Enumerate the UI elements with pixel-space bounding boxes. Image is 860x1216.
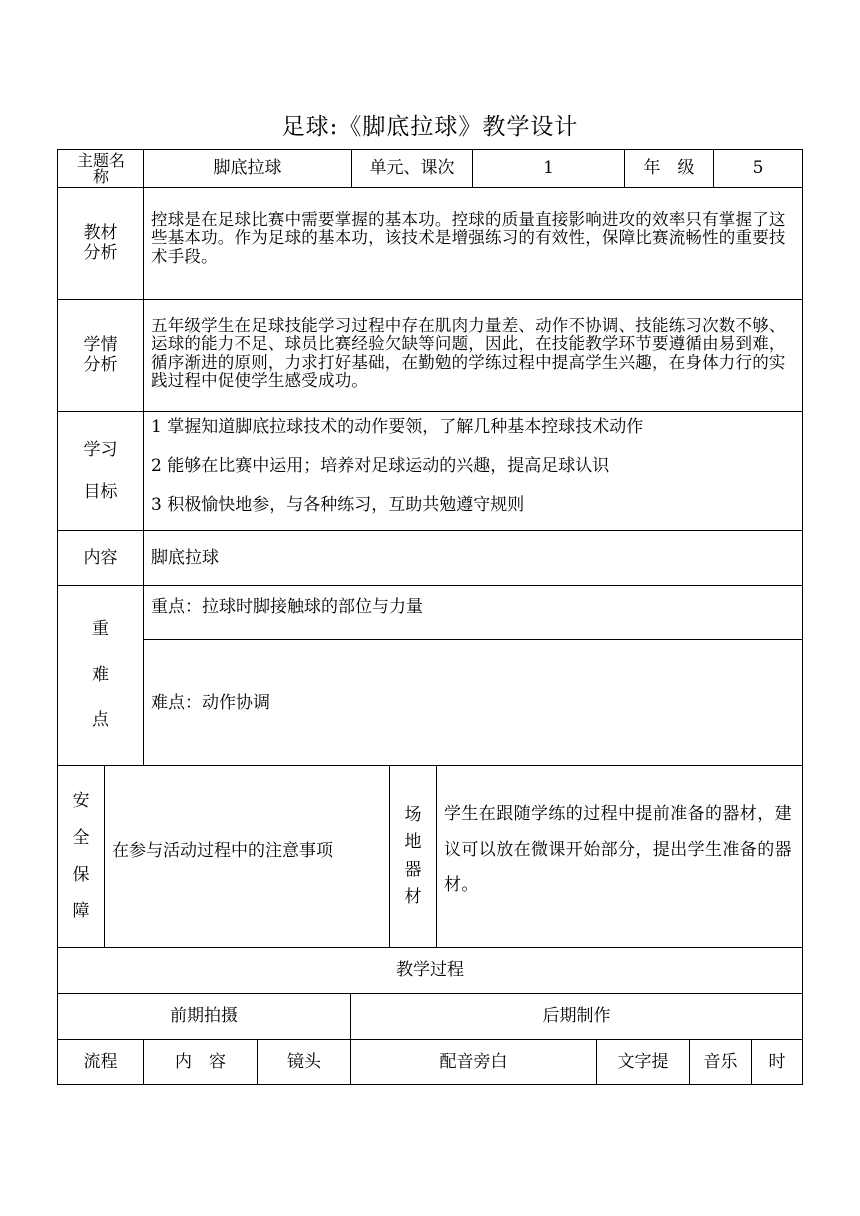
column-header: 音乐 [703,1051,738,1072]
venue-label-char: 材 [404,886,422,907]
safety-label [58,766,104,947]
venue-label-char: 器 [404,859,422,880]
safety-label-char: 保 [72,864,90,885]
venue-text: 学生在跟随学练的过程中提前准备的器材，建议可以放在微课开始部分，提出学生准备的器材。 [444,804,792,896]
objective-item: 3 积极愉快地参，与各种练习，互助共勉遵守规则 [151,495,525,515]
page-title: 足球:《脚底拉球》教学设计 [281,114,579,140]
textbook-label-1: 教材 [83,222,118,243]
grade-value: 5 [752,158,764,179]
textbook-label [58,188,143,299]
learner-label-1: 学情 [83,334,118,355]
column-header: 时 [768,1051,786,1072]
column-header: 内 容 [175,1051,226,1072]
process-header: 教学过程 [396,960,464,981]
grade-label: 年 级 [643,158,695,179]
content-value: 脚底拉球 [151,548,219,568]
unit-label: 单元、课次 [369,158,455,179]
unit-value: 1 [543,158,554,179]
venue-label-char: 场 [404,805,422,826]
column-header: 流程 [83,1051,118,1072]
key-point-text: 重点：拉球时脚接触球的部位与力量 [151,597,423,617]
column-header: 镜头 [287,1051,321,1072]
learner-label [58,300,143,411]
key-points-label-char: 难 [92,664,109,685]
content-label: 内容 [83,547,118,568]
textbook-label-2: 分析 [83,242,118,263]
objectives-label-2: 目标 [83,482,118,502]
objective-item: 1 掌握知道脚底拉球技术的动作要领，了解几种基本控球技术动作 [151,417,644,437]
learner-label-2: 分析 [83,354,118,375]
safety-text: 在参与活动过程中的注意事项 [112,841,333,861]
pre-production-header: 前期拍摄 [170,1006,238,1027]
column-header: 文字提 [617,1051,669,1072]
post-production-header: 后期制作 [542,1006,611,1027]
objectives-label [58,412,143,530]
column-header: 配音旁白 [439,1051,508,1072]
safety-label-char: 安 [72,791,90,812]
textbook-analysis-text: 控球是在足球比赛中需要掌握的基本功。控球的质量直接影响进攻的效率只有掌握了这些基本功。作为足球的基本功，该技术是增强练习的有效性，保障比赛流畅性的重要技术手段。 [151,210,786,266]
topic-value: 脚底拉球 [213,158,282,179]
objective-item: 2 能够在比赛中运用；培养对足球运动的兴趣，提高足球认识 [151,456,610,476]
objectives-label-1: 学习 [83,439,118,460]
key-points-label-char: 重 [92,618,109,639]
key-points-label-char: 点 [92,710,109,731]
venue-label [390,766,436,947]
topic-label-text: 主题名称 [76,150,125,186]
venue-label-char: 地 [404,832,422,853]
learner-analysis-text: 五年级学生在足球技能学习过程中存在肌肉力量差、动作不协调、技能练习次数不够、运球的能力不足、球员比赛经验欠缺等问题，因此，在技能教学环节要遵循由易到难，循序渐进的原则，力求打好基础，在勤勉的学练过程中提高学生兴趣，在身体力行的实践过程中促使学生感受成功。 [151,316,786,391]
difficulty-text: 难点：动作协调 [151,693,270,713]
safety-label-char: 全 [72,827,90,848]
safety-label-char: 障 [72,901,90,922]
key-points-label [58,586,143,765]
topic-label [70,150,132,187]
